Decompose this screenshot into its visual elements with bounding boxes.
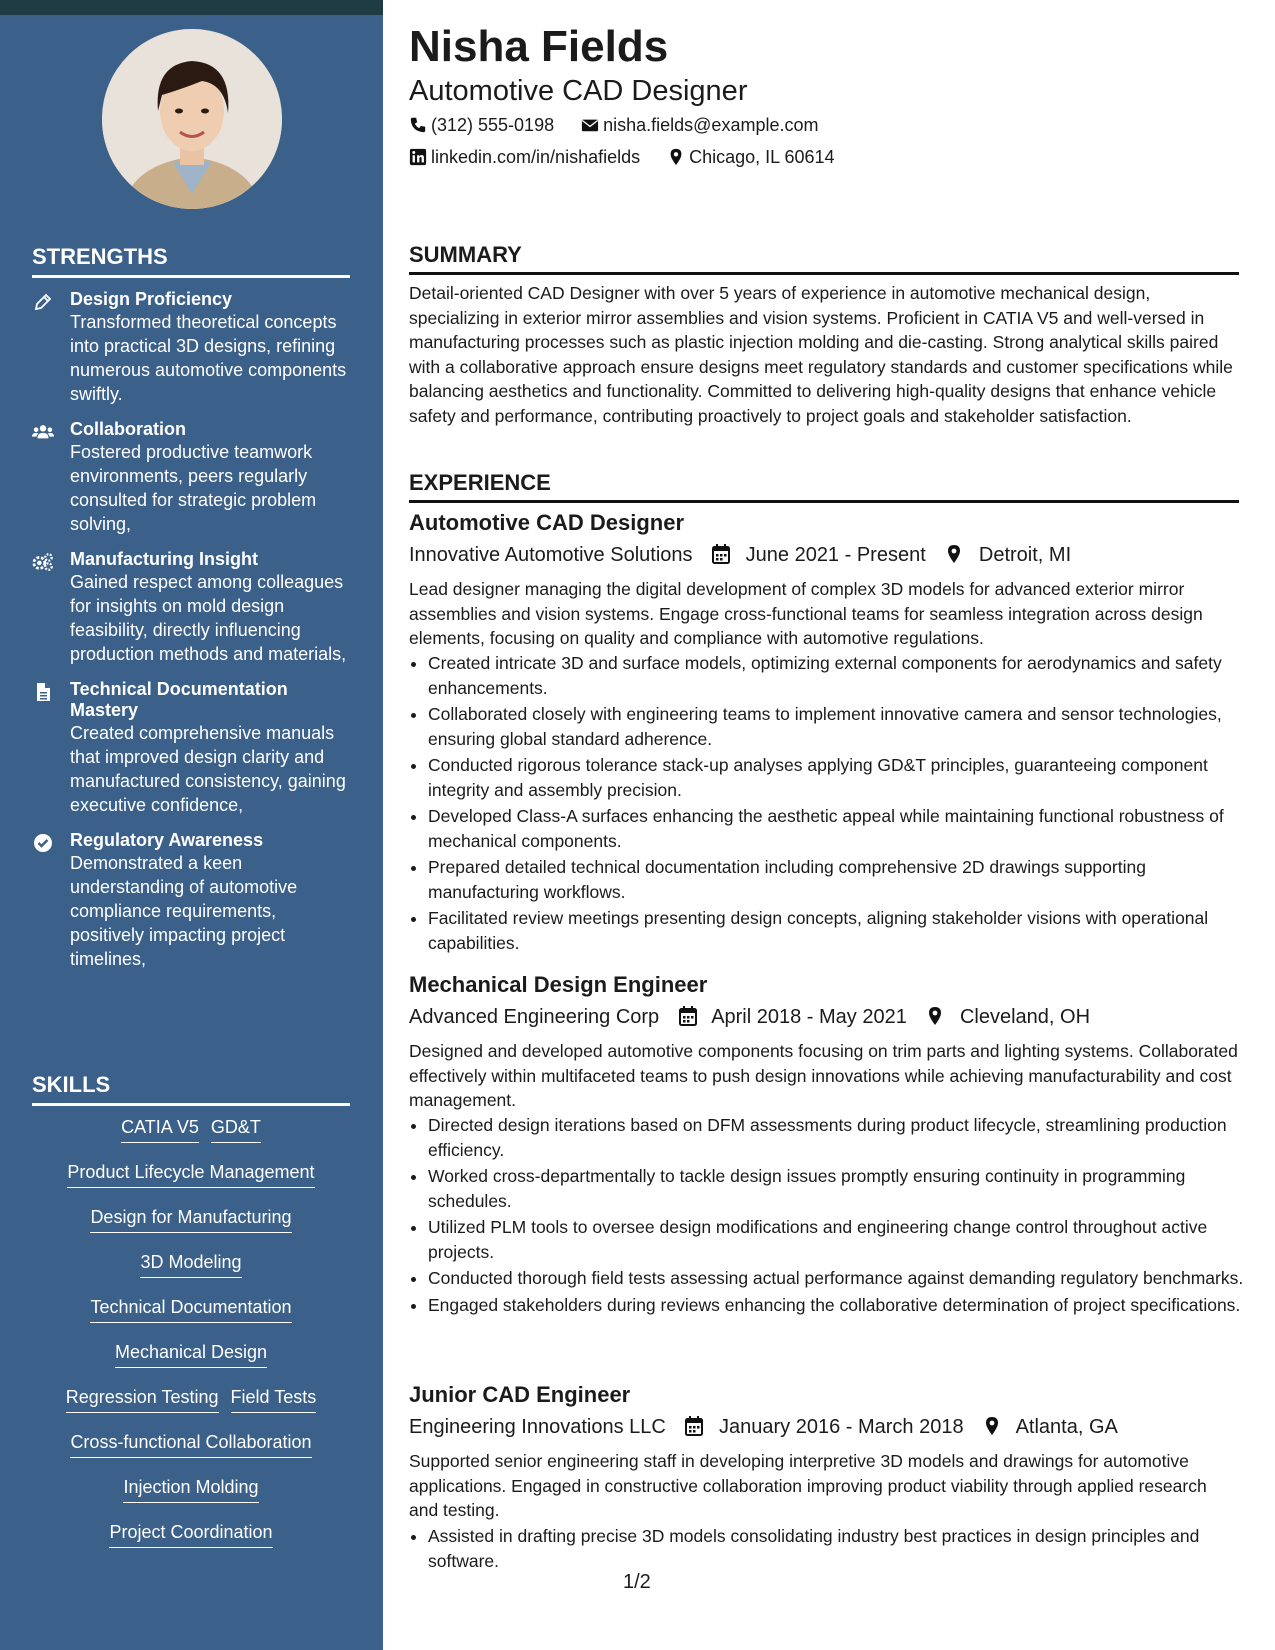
strength-title: Design Proficiency <box>70 289 233 309</box>
map-pin-icon <box>667 148 685 166</box>
contact-email[interactable] <box>581 115 818 135</box>
job-meta <box>409 1414 1118 1440</box>
job-bullet: • Utilized PLM tools to oversee design modifications and engineering change control throughout active projects. <box>428 1215 1258 1264</box>
strength-desc: Created comprehensive manuals that improved design clarity and manufactured consistency, gaining executive confidence, <box>70 723 346 815</box>
map-pin-icon <box>983 1416 1001 1436</box>
job-meta <box>409 542 1071 568</box>
linkedin-icon <box>409 148 427 166</box>
calendar-icon <box>685 1416 703 1436</box>
job-title: Junior CAD Engineer <box>409 1382 631 1407</box>
job-title: Mechanical Design Engineer <box>409 972 708 997</box>
location-text: Chicago, IL 60614 <box>689 147 835 167</box>
job-description: Designed and developed automotive components focusing on trim parts and lighting systems. Collaborated effectively within multifaceted teams to push design innovations while achieving manufacturability and cost management. <box>409 1041 1238 1110</box>
summary-text: Detail-oriented CAD Designer with over 5 years of experience in automotive mechanical design, specializing in exterior mirror assemblies and vision systems. Proficient in CATIA V5 and well-versed in manufacturing processes such as plastic injection molding and die-casting. Strong analytical skills paired with a collaborative approach ensure designs meet regulatory standards and customer specifications while balancing aesthetics and functionality. Committed to delivering high-quality designs that enhance vehicle safety and performance, contributing proactively to project goals and stakeholder satisfaction. <box>409 283 1233 426</box>
skill-row <box>32 1115 350 1143</box>
job-company: Innovative Automotive Solutions <box>409 544 693 566</box>
job-bullets <box>409 1113 1258 1319</box>
contact-linkedin[interactable] <box>409 147 645 167</box>
job-meta <box>409 1004 1090 1030</box>
job-description: Supported senior engineering staff in developing interpretive 3D models and drawings for automotive applications. Engaged in constructive collaboration improving product viability through applied research and testing. <box>409 1451 1207 1520</box>
avatar <box>102 29 282 209</box>
strength-desc: Gained respect among colleagues for insights on mold design feasibility, directly influencing production methods and materials, <box>70 572 347 664</box>
job-bullet: • Collaborated closely with engineering teams to implement innovative camera and sensor technologies, ensuring global standard adherence. <box>428 702 1258 751</box>
email-text: nisha.fields@example.com <box>603 115 819 135</box>
skill-row <box>32 1205 350 1233</box>
skill-row <box>32 1295 350 1323</box>
skill-tag: 3D Modeling <box>140 1250 241 1278</box>
users-icon <box>32 422 54 442</box>
skill-row <box>32 1520 350 1548</box>
skill-row <box>32 1385 350 1413</box>
job-bullet: • Prepared detailed technical documentation including comprehensive 2D drawings supporting manufacturing workflows. <box>428 855 1258 904</box>
skill-tag: Product Lifecycle Management <box>67 1160 314 1188</box>
skill-row <box>32 1340 350 1368</box>
contact-location <box>667 147 834 167</box>
strength-desc: Fostered productive teamwork environments, peers regularly consulted for strategic problem solving, <box>70 442 317 534</box>
document-icon <box>32 682 54 702</box>
envelope-icon <box>581 116 599 134</box>
skills-list <box>32 1115 350 1565</box>
skills-heading: SKILLS <box>32 1072 350 1106</box>
calendar-icon <box>712 544 730 564</box>
skill-tag: Injection Molding <box>123 1475 258 1503</box>
job-bullet: • Created intricate 3D and surface models, optimizing external components for aerodynamics and safety enhancements. <box>428 651 1258 700</box>
job-bullets <box>409 651 1258 957</box>
strength-item <box>32 549 352 666</box>
job-location: Detroit, MI <box>978 544 1072 566</box>
summary-heading: SUMMARY <box>409 242 1239 275</box>
strength-title: Collaboration <box>70 419 186 439</box>
experience-heading: EXPERIENCE <box>409 470 1239 503</box>
skill-tag: Design for Manufacturing <box>90 1205 291 1233</box>
skill-tag: Mechanical Design <box>115 1340 267 1368</box>
skill-tag: Field Tests <box>231 1385 317 1413</box>
strength-title: Regulatory Awareness <box>70 830 264 850</box>
strength-item <box>32 679 352 817</box>
job-bullet: • Facilitated review meetings presenting design concepts, aligning stakeholder visions with operational capabilities. <box>428 906 1258 955</box>
strengths-list <box>32 289 352 984</box>
gears-icon <box>32 552 54 572</box>
skill-tag: Project Coordination <box>109 1520 272 1548</box>
skill-tag: Technical Documentation <box>90 1295 291 1323</box>
job-bullet: • Directed design iterations based on DFM assessments during product lifecycle, streamlining production efficiency. <box>428 1113 1258 1162</box>
strength-desc: Transformed theoretical concepts into practical 3D designs, refining numerous automotive components swiftly. <box>70 312 347 404</box>
strength-desc: Demonstrated a keen understanding of automotive compliance requirements, positively impacting project timelines, <box>70 853 298 969</box>
candidate-name: Nisha Fields <box>409 22 669 71</box>
contact-phone <box>409 115 559 135</box>
skill-row <box>32 1250 350 1278</box>
job-company: Engineering Innovations LLC <box>409 1416 666 1438</box>
page-number: 1/2 <box>623 1571 651 1593</box>
strength-item <box>32 419 352 536</box>
skill-tag: Cross-functional Collaboration <box>70 1430 311 1458</box>
sidebar <box>0 15 383 1650</box>
job-dates: June 2021 - Present <box>745 544 926 566</box>
job-title: Automotive CAD Designer <box>409 510 685 535</box>
job-company: Advanced Engineering Corp <box>409 1006 660 1028</box>
phone-icon <box>409 116 427 134</box>
job-bullet: • Assisted in drafting precise 3D models consolidating industry best practices in design principles and software. <box>428 1524 1258 1573</box>
job-dates: April 2018 - May 2021 <box>711 1006 907 1028</box>
skill-row <box>32 1160 350 1188</box>
job-bullet: • Developed Class-A surfaces enhancing the aesthetic appeal while maintaining functional robustness of mechanical components. <box>428 804 1258 853</box>
strengths-heading: STRENGTHS <box>32 244 350 278</box>
strength-title: Manufacturing Insight <box>70 549 258 569</box>
linkedin-text: linkedin.com/in/nishafields <box>431 147 641 167</box>
map-pin-icon <box>945 544 963 564</box>
job-bullet: • Engaged stakeholders during reviews enhancing the collaborative determination of project specifications. <box>428 1293 1258 1318</box>
skill-tag: Regression Testing <box>66 1385 219 1413</box>
job-bullet: • Conducted rigorous tolerance stack-up analyses applying GD&T principles, guaranteeing component integrity and assembly precision. <box>428 753 1258 802</box>
job-bullet: • Worked cross-departmentally to tackle design issues promptly ensuring continuity in programming schedules. <box>428 1164 1258 1213</box>
contact-row-1 <box>409 113 840 137</box>
calendar-icon <box>679 1006 697 1026</box>
top-accent-bar <box>0 0 383 15</box>
job-bullet: • Conducted thorough field tests assessing actual performance against demanding regulatory benchmarks. <box>428 1266 1258 1291</box>
map-pin-icon <box>926 1006 944 1026</box>
candidate-title: Automotive CAD Designer <box>409 75 748 107</box>
skill-tag: GD&T <box>211 1115 261 1143</box>
job-dates: January 2016 - March 2018 <box>718 1416 964 1438</box>
phone-text: (312) 555-0198 <box>431 115 555 135</box>
contact-row-2 <box>409 145 857 169</box>
job-bullets <box>409 1524 1258 1575</box>
job-location: Cleveland, OH <box>959 1006 1091 1028</box>
check-circle-icon <box>32 833 54 853</box>
strength-item <box>32 289 352 406</box>
pencil-icon <box>32 292 54 312</box>
job-location: Atlanta, GA <box>1015 1416 1118 1438</box>
strength-item <box>32 830 352 971</box>
skill-row <box>32 1475 350 1503</box>
skill-row <box>32 1430 350 1458</box>
strength-title: Technical Documentation Mastery <box>70 679 288 720</box>
job-description: Lead designer managing the digital development of complex 3D models for advanced exterior mirror assemblies and vision systems. Engage cross-functional teams for seamless integration across design elements, focusing on quality and compliance with automotive regulations. <box>409 579 1203 648</box>
skill-tag: CATIA V5 <box>121 1115 199 1143</box>
